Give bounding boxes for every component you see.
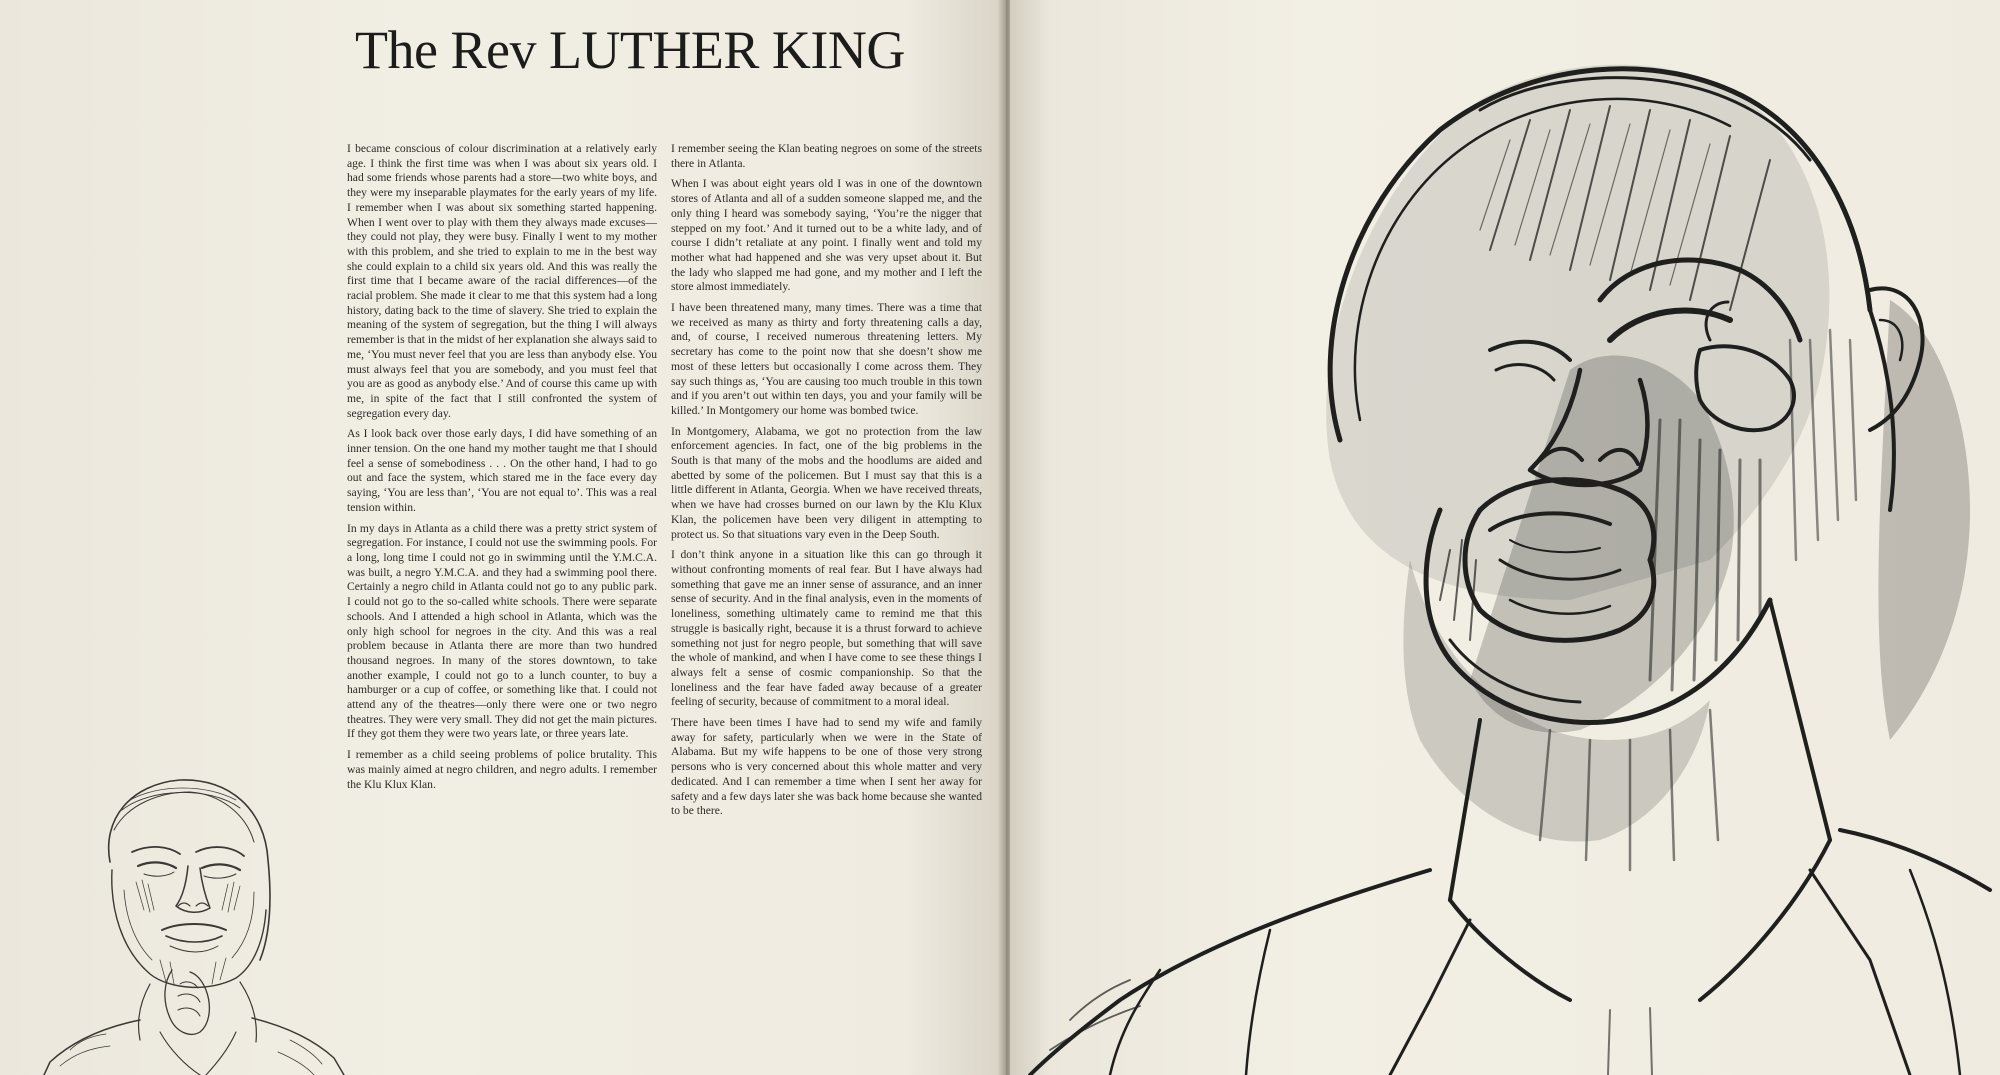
text-column-left	[347, 142, 657, 798]
right-page	[1010, 0, 2000, 1075]
text-column-right	[671, 142, 982, 825]
paragraph: I remember seeing the Klan beating negroes on some of the streets there in Atlanta.	[671, 142, 982, 170]
paragraph: There have been times I have had to send my wife and family away for safety, particularly when we were in the State of Alabama. But my wife happens to be one of those very strong persons who is very concerned about this whole matter and very dedicated. And I can remember a time when I sent her away for safety and a few days later she was back home because she wanted to be there.	[671, 716, 982, 818]
paragraph: I became conscious of colour discrimination at a relatively early age. I think the first time was when I was about six years old. I had some friends whose parents had a store—two white boys, and they were my inseparable playmates for the early years of my life. I remember when I was about six something started happening. When I went over to play with them they always made excuses—they could not play, they were busy. Finally I went to my mother with this problem, and she tried to explain to me in the best way she could explain to a child six years old. And this was really the first time that I became aware of the racial differences—of the racial problem. She made it clear to me that this system had a long history, dating back to the time of slavery. She tried to explain the meaning of the system of segregation, but the thing I will always remember is that in the midst of her explanation she always said to me, ‘You must never feel that you are less than anybody else. You must always feel that you are somebody, and you must feel that you are as good as anybody else.’ And of course this came up with me, in spite of the fact that I still confronted the system of segregation every day.	[347, 142, 657, 420]
paragraph: I don’t think anyone in a situation like this can go through it without confronting moments of real fear. But I have always had something that gave me an inner sense of assurance, and an inner sense of security. And in the final analysis, even in the moments of loneliness, something ultimately came to remind me that this struggle is basically right, because it is a thrust forward to achieve something not just for negro people, but something that will save the whole of mankind, and when I have come to see these things I always felt a sense of cosmic companionship. So that the loneliness and the fear have faded away because of a greater feeling of security, because of commitment to a moral ideal.	[671, 548, 982, 709]
small-portrait-sketch	[40, 770, 350, 1075]
paragraph: When I was about eight years old I was in one of the downtown stores of Atlanta and all of a sudden someone slapped me, and the only thing I heard was somebody saying, ‘You’re the nigger that stepped on my foot.’ And it turned out to be a white lady, and of course I didn’t retaliate at any point. I finally went and told my mother what had happened and she was very upset about it. But the lady who slapped me had gone, and my mother and I left the store almost immediately.	[671, 177, 982, 294]
article-title: The Rev LUTHER KING	[355, 20, 905, 80]
paragraph: I remember as a child seeing problems of police brutality. This was mainly aimed at negro children, and negro adults. I remember the Klu Klux Klan.	[347, 748, 657, 791]
large-portrait-sketch	[1010, 40, 2000, 1075]
paragraph: I have been threatened many, many times. There was a time that we received as many as thirty and forty threatening calls a day, and, of course, I received numerous threatening letters. My secretary has come to the point now that she doesn’t show me most of these letters but occasionally I come across them. They say such things as, ‘You are causing too much trouble in this town and if you aren’t out within ten days, you and your family will be killed.’ In Montgomery our home was bombed twice.	[671, 301, 982, 417]
paragraph: In Montgomery, Alabama, we got no protection from the law enforcement agencies. In fact, one of the big problems in the South is that many of the mobs and the hoodlums are aided and abetted by some of the policemen. But I must say that this is a little different in Atlanta, Georgia. When we have received threats, when we have had crosses burned on our lawn by the Klu Klux Klan, the policemen have been very diligent in attempting to protect us. So that situations vary even in the Deep South.	[671, 424, 982, 541]
paragraph: As I look back over those early days, I did have something of an inner tension. On the one hand my mother taught me that I should feel a sense of somebodiness . . . On the other hand, I had to go out and face the system, which stared me in the face every day saying, ‘You are less than’, ‘You are not equal to’. This was a real tension within.	[347, 427, 657, 514]
paragraph: In my days in Atlanta as a child there was a pretty strict system of segregation. For instance, I could not use the swimming pools. For a long, long time I could not go in swimming until the Y.M.C.A. was built, a negro Y.M.C.A. and they had a swimming pool there. Certainly a negro child in Atlanta could not go to any public park. I could not go to the so-called white schools. There were separate schools. And I attended a high school in Atlanta, which was the only high school for negroes in the city. And this was a real problem because in Atlanta there are more than two hundred thousand negroes. In many of the stores downtown, to take another example, I could not go to a lunch counter, to buy a hamburger or a cup of coffee, or something like that. I could not attend any of the theatres—only there were one or two negro theatres. They were very small. They did not get the main pictures. If they got them they were two years late, or three years late.	[347, 521, 657, 741]
